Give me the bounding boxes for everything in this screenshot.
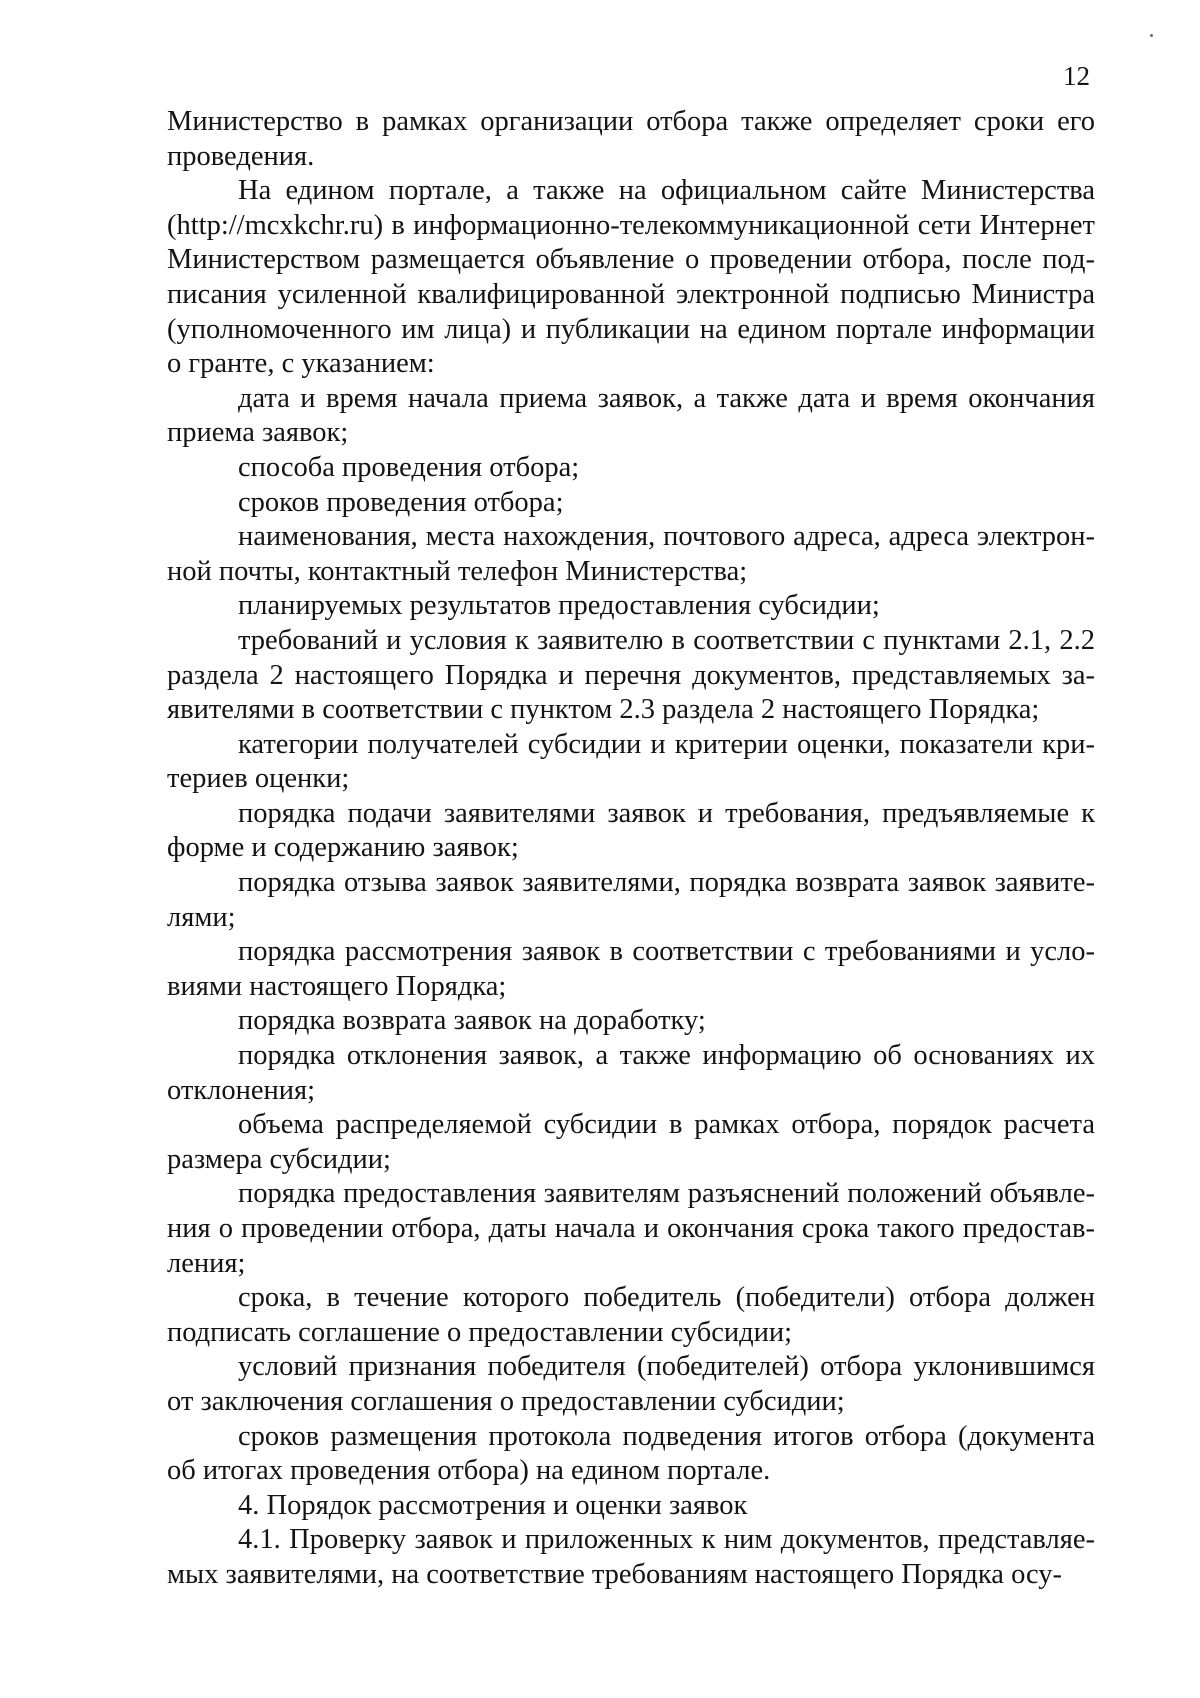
scan-speck [1150,34,1153,37]
list-item: порядка подачи заявителями заявок и требования, предъявляемые к форме и содержанию заявок; [167,797,1095,864]
document-body [167,105,1095,1593]
list-item: условий признания победителя (победителей) отбора уклонившимся от заключения соглашения о предоставлении субсидии; [167,1351,1095,1417]
list-item: наименования, места нахождения, почтового адреса, адреса электронной почты, контактный телефон Министерства; [167,521,1095,587]
intro-paragraph-1: Министерство в рамках организации отбора также определяет сроки его проведения. [167,106,1095,172]
list-item: требований и условия к заявителю в соответствии с пунктами 2.1, 2.2 раздела 2 настоящего Порядка и перечня документов, представляемых заявителями в соответствии с пунктом 2.3 раздела 2 настоящего Порядка; [167,624,1095,726]
list-item: срока, в течение которого победитель (победители) отбора должен подписать соглашение о предоставлении субсидии; [167,1282,1095,1348]
list-item: категории получателей субсидии и критерии оценки, показатели критериев оценки; [167,728,1095,795]
list-item: порядка отзыва заявок заявителями, порядка возврата заявок заявителями; [167,867,1095,933]
list-item: порядка предоставления заявителям разъяснений положений объявления о проведении отбора, даты начала и окончания срока такого предоставления; [167,1178,1095,1279]
list-item: способа проведения отбора; [238,451,580,483]
list-item: порядка возврата заявок на доработку; [238,1005,706,1037]
list-item: порядка рассмотрения заявок в соответствии с требованиями и условиями настоящего Порядка; [167,936,1095,1002]
section-heading: 4. Порядок рассмотрения и оценки заявок [238,1489,748,1521]
section-paragraph: 4.1. Проверку заявок и приложенных к ним документов, представляемых заявителями, на соответствие требованиям настоящего Порядка осу- [167,1524,1095,1590]
list-item: порядка отклонения заявок, а также информацию об основаниях их отклонения; [167,1040,1095,1106]
intro-paragraph-2: На едином портале, а также на официальном сайте Министерства (http://mcxkchr.ru) в информационно-телекоммуникационной сети Интернет Министерством размещается объявление о проведении отбора, после подписания усиленной квалифицированной электронной подписью Министра (уполномоченного им лица) и публикации на едином портале информации о гранте, с указанием: [167,175,1095,380]
list-item: дата и время начала приема заявок, а также дата и время окончания приема заявок; [167,382,1095,449]
page-number: 12 [1063,61,1090,91]
list-item: сроков размещения протокола подведения итогов отбора (документа об итогах проведения отбора) на едином портале. [167,1420,1095,1487]
list-item: планируемых результатов предоставления субсидии; [238,590,880,622]
list-item: объема распределяемой субсидии в рамках отбора, порядок расчета размера субсидии; [167,1109,1095,1175]
list-item: сроков проведения отбора; [238,486,564,518]
